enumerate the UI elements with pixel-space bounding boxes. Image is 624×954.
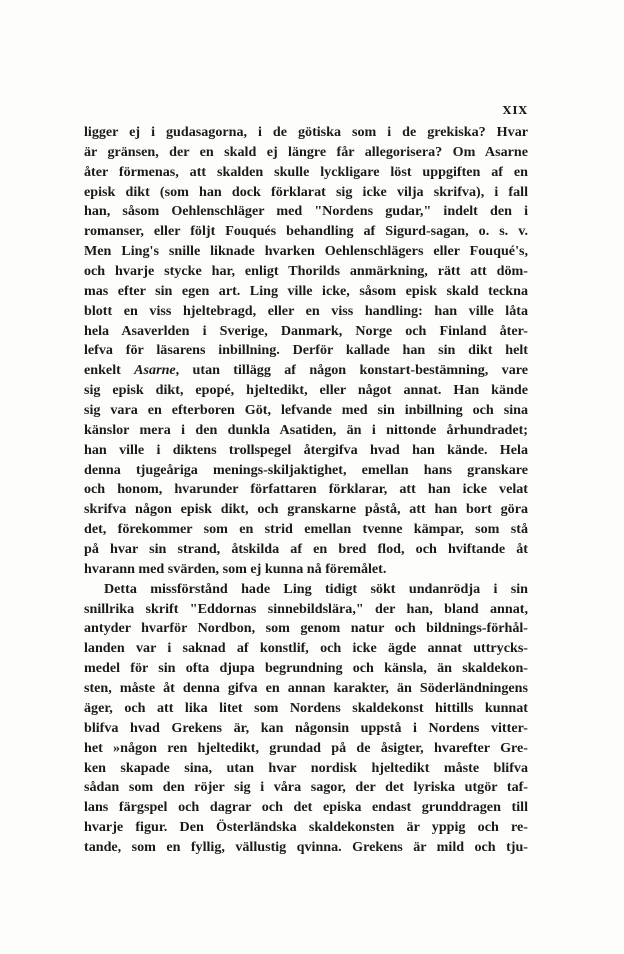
text-line: känslor mera i den dunkla Asatiden, än i nittonde århundradet; xyxy=(84,421,528,438)
text-line: är gränsen, der en skald ej längre får allegorisera? Om Asarne xyxy=(84,143,528,160)
text-line: det, förekommer som en strid emellan tvenne kämpar, som stå xyxy=(84,521,528,538)
text-line: tande, som en fyllig, vällustig qvinna. Grekens är mild och tju- xyxy=(84,838,528,855)
text-line: och honom, hvarunder författaren förklarar, att han icke velat xyxy=(84,481,528,498)
page-number: XIX xyxy=(502,104,528,117)
text-line: medel för sin ofta djupa begrundning och känsla, än skaldekon- xyxy=(84,660,528,677)
text-line: antyder hvarför Nordbon, som genom natur och bildnings-förhål- xyxy=(84,620,528,637)
text-line: på hvar sin strand, åtskilda af en bred flod, och hviftande åt xyxy=(84,541,528,558)
text-line: snillrika skrift "Eddornas sinnebildslära," der han, bland annat, xyxy=(84,600,528,617)
text-line: lefva för läsarens inbillning. Derför kallade han sin dikt helt xyxy=(84,342,528,359)
text-line: sten, måste åt denna gifva en annan karakter, än Söderländningens xyxy=(84,680,528,697)
text-line: Men Ling's snille liknade hvarken Oehlenschlägers eller Fouqué's, xyxy=(84,243,528,260)
text-line: sig vara en efterboren Göt, lefvande med sin inbillning och sina xyxy=(84,402,528,419)
text-line: hvarann med svärden, som ej kunna nå föremålet. xyxy=(84,560,387,577)
text-line: skrifva någon episk dikt, och granskarne påstå, att han bort göra xyxy=(84,501,528,518)
text-line: och hvarje stycke har, enligt Thorilds anmärkning, rätt att döm- xyxy=(84,263,528,280)
text-segment: enkelt xyxy=(84,362,135,379)
text-line xyxy=(84,361,528,381)
text-line: sådan som den röjer sig i våra sagor, der det lyriska utgör taf- xyxy=(84,779,528,796)
text-line: Detta missförstånd hade Ling tidigt sökt undanrödja i sin xyxy=(104,580,528,597)
text-line: hvarje figur. Den Österländska skaldekonsten är yppig och re- xyxy=(84,819,528,836)
text-line: blott en viss hjeltebragd, eller en viss handling: han ville låta xyxy=(84,302,528,319)
text-line: han, såsom Oehlenschläger med "Nordens gudar," indelt den i xyxy=(84,203,528,220)
text-segment: , utan tillägg af någon konstart-bestämning, vare xyxy=(175,362,528,379)
text-line: ligger ej i gudasagorna, i de götiska som i de grekiska? Hvar xyxy=(84,124,528,140)
text-line: sig episk dikt, epopé, hjeltedikt, eller något annat. Han kände xyxy=(84,382,528,399)
text-line: blifva hvad Grekens är, kan någonsin uppstå i Nordens vitter- xyxy=(84,719,528,736)
text-line: mas efter sin egen art. Ling ville icke, såsom episk skald teckna xyxy=(84,282,528,299)
text-line: landen var i saknad af konstlif, och icke ägde annat uttrycks- xyxy=(84,640,528,657)
text-line: denna tjugeåriga menings-skiljaktighet, emellan hans granskare xyxy=(84,461,528,478)
text-line: äger, och att lika litet som Nordens skaldekonst hittills kunnat xyxy=(84,699,528,716)
text-line: episk dikt (som han dock förklarat sig icke vilja skrifva), i fall xyxy=(84,183,528,200)
text-line: han ville i diktens trollspegel återgifva hvad han kände. Hela xyxy=(84,441,528,458)
text-line: hela Asaverlden i Sverige, Danmark, Norge och Finland åter- xyxy=(84,322,528,339)
text-line: ken skapade sina, utan hvar nordisk hjeltedikt måste blifva xyxy=(84,759,528,776)
text-line: lans färgspel och dagrar och det episka endast grunddragen till xyxy=(84,799,528,816)
text-line: het »någon ren hjeltedikt, grundad på de åsigter, hvarefter Gre- xyxy=(84,739,528,756)
text-line: åter förmenas, att skalden skulle lyckligare löst uppgiften af en xyxy=(84,163,528,180)
text-line: romanser, eller följt Fouqués behandling af Sigurd-sagan, o. s. v. xyxy=(84,223,528,240)
body-text xyxy=(84,123,528,858)
italic-title: Asarne xyxy=(134,362,176,379)
